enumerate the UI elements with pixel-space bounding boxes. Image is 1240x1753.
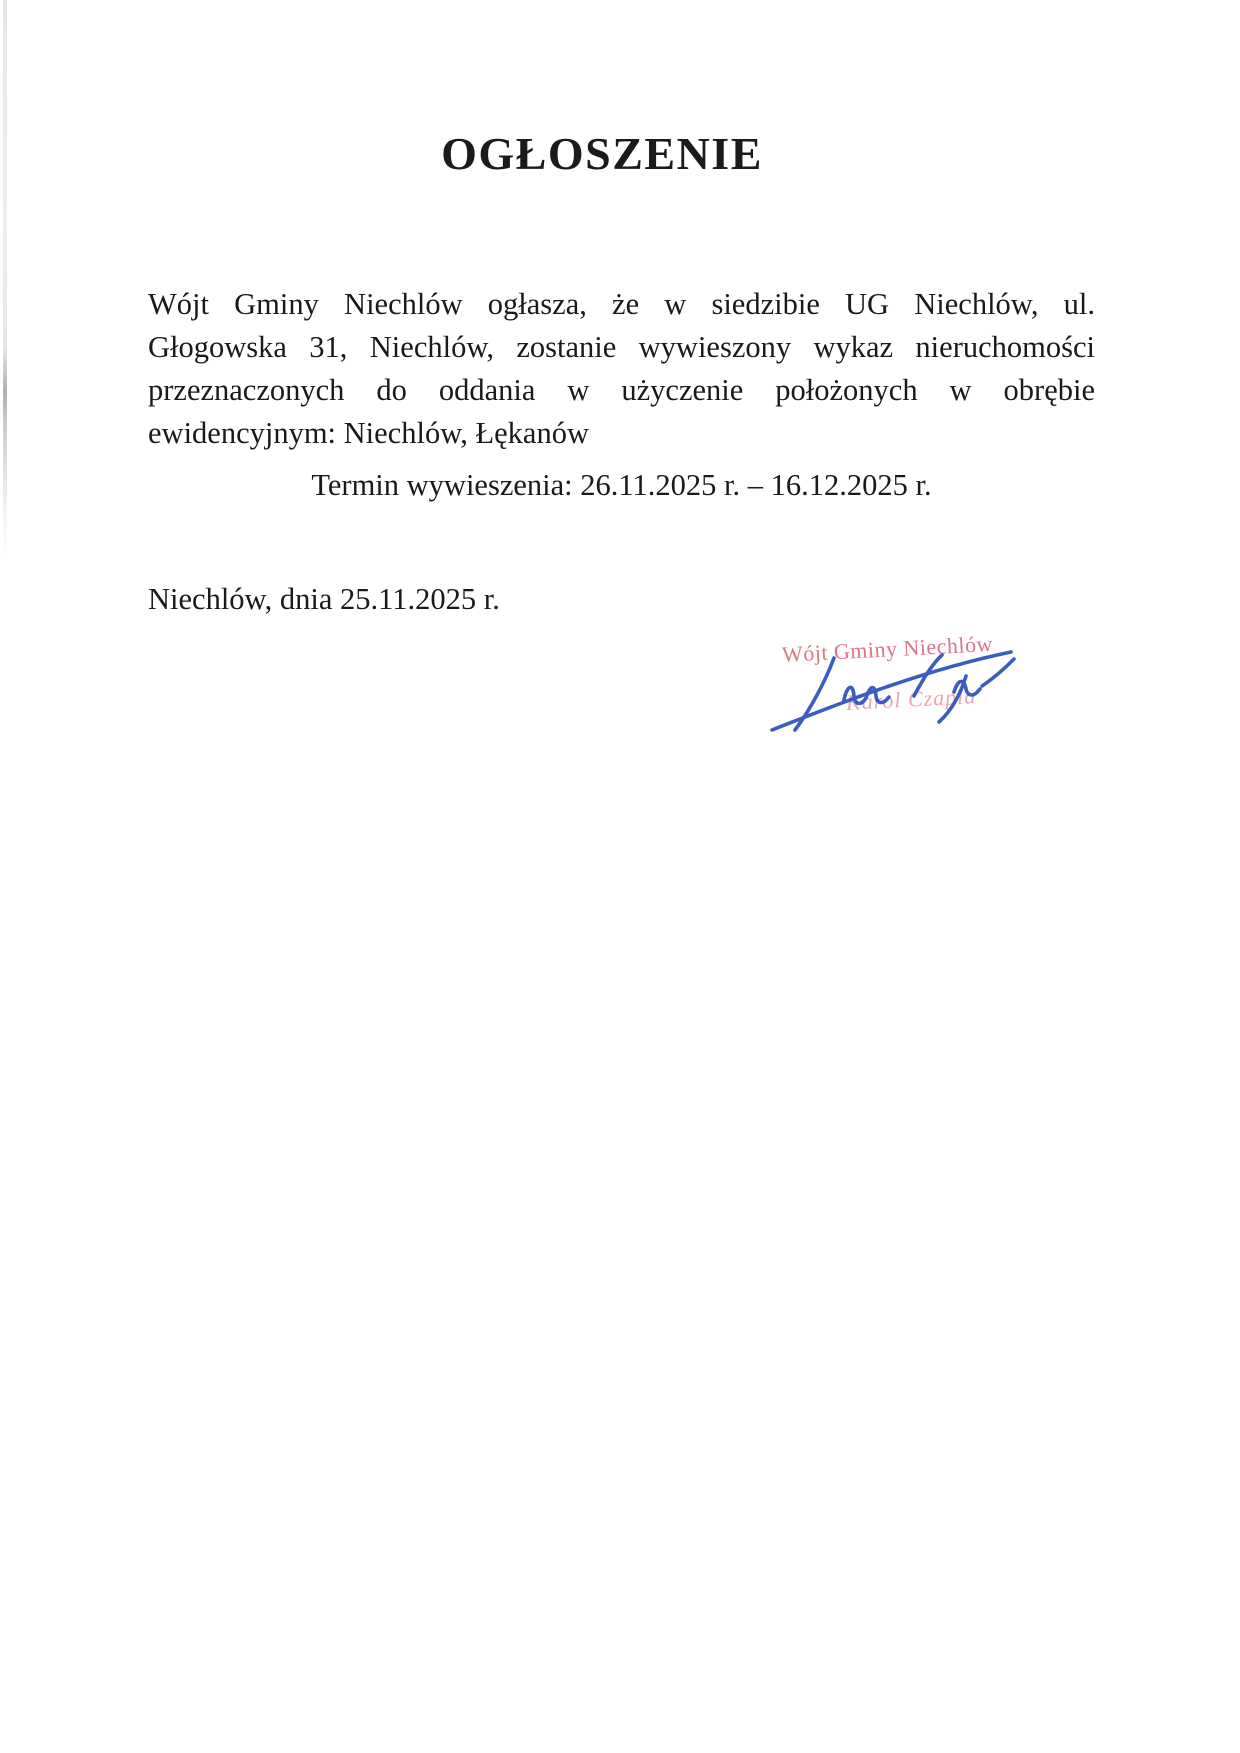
signature-block bbox=[768, 630, 1020, 754]
body-line: przeznaczonych do oddania w użyczenie położonych w obrębie bbox=[148, 373, 1095, 407]
stamp-name-text: Karol Czapla bbox=[845, 683, 977, 715]
handwritten-signature-icon bbox=[768, 636, 1020, 754]
stamp-title-text: Wójt Gminy Niechlów bbox=[781, 630, 994, 667]
document-title: OGŁOSZENIE bbox=[441, 128, 763, 179]
scan-artifact-line bbox=[3, 0, 7, 560]
announcement-paragraph bbox=[148, 283, 1095, 455]
place-and-date-line: Niechlów, dnia 25.11.2025 r. bbox=[148, 582, 500, 616]
body-line: Wójt Gminy Niechlów ogłasza, że w siedzibie UG Niechlów, ul. bbox=[148, 287, 1095, 321]
body-line: ewidencyjnym: Niechlów, Łękanów bbox=[148, 416, 589, 450]
body-line: Głogowska 31, Niechlów, zostanie wywieszony wykaz nieruchomości bbox=[148, 330, 1095, 364]
posting-term-line: Termin wywieszenia: 26.11.2025 r. – 16.12.2025 r. bbox=[311, 468, 932, 502]
